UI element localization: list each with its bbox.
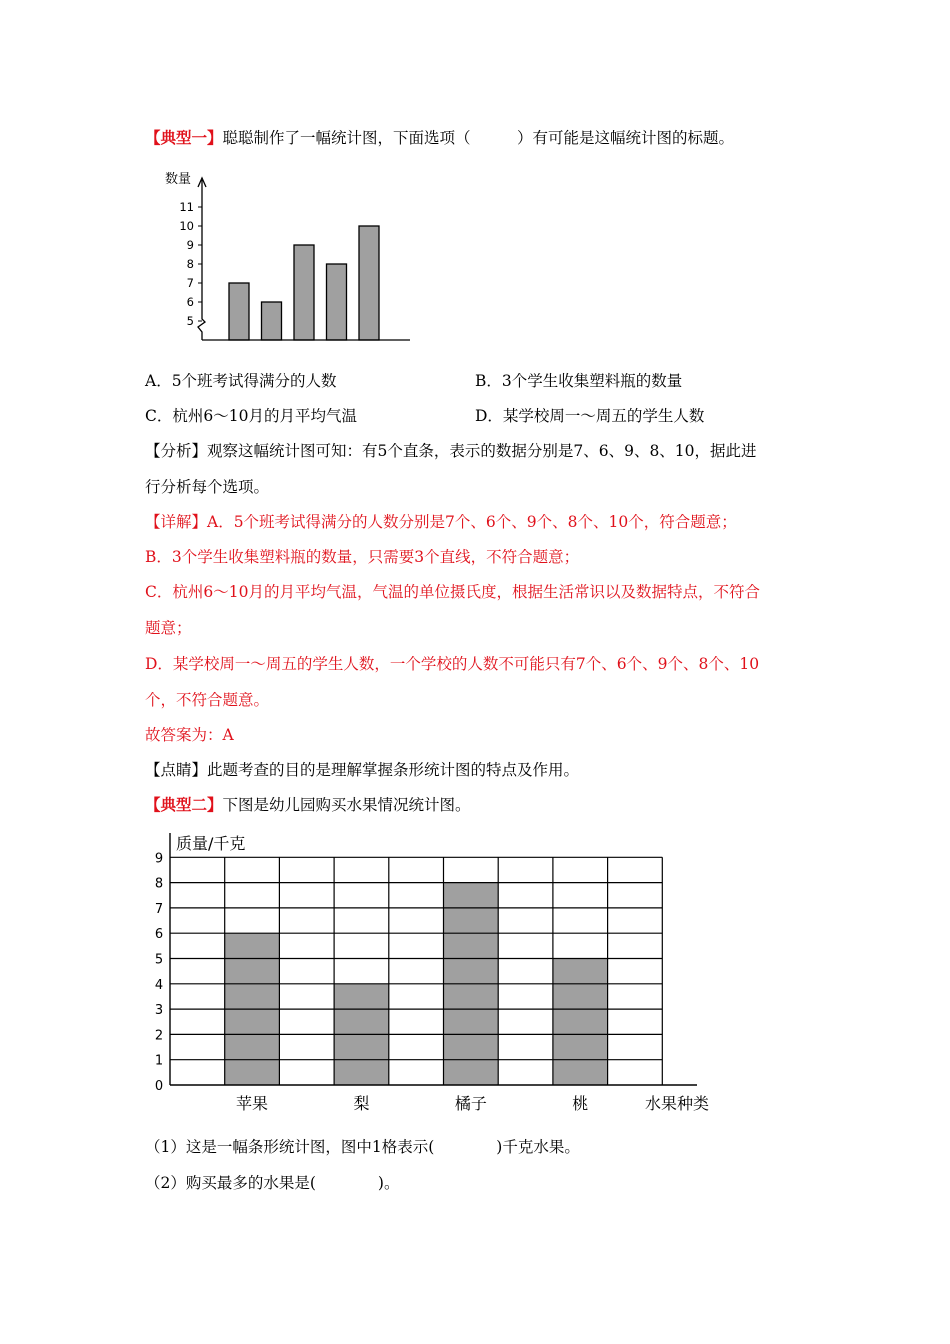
chart1-bar: [229, 283, 249, 340]
chart2-tick-label: 1: [154, 1053, 164, 1069]
example2-text: 下图是幼儿园购买水果情况统计图。: [222, 796, 471, 814]
chart1-tick-label: 10: [179, 219, 194, 233]
comment-text: 此题考查的目的是理解掌握条形统计图的特点及作用。: [207, 761, 580, 779]
option-c: C．杭州6～10月的月平均气温: [145, 407, 357, 425]
chart1-bar: [359, 226, 379, 340]
chart1-tick-label: 5: [186, 314, 194, 328]
chart2-fruit-bar-chart: [145, 828, 725, 1118]
chart2-tick-label: 2: [154, 1028, 164, 1044]
chart2-tick-label: 6: [154, 927, 164, 943]
detail-line-3: C．杭州6～10月的月平均气温，气温的单位摄氏度，根据生活常识以及数据特点，不符合: [145, 583, 760, 601]
chart2-x-label: 水果种类: [644, 1094, 710, 1113]
chart2-bar: [553, 959, 608, 1086]
chart2-tick-label: 9: [154, 851, 164, 867]
example2-header: [145, 795, 471, 815]
chart1-bar: [262, 302, 282, 340]
chart1-tick-label: 6: [186, 295, 194, 309]
chart1-tick-label: 9: [186, 238, 194, 252]
chart1-bar: [294, 245, 314, 340]
question-2: （2）购买最多的水果是( )。: [145, 1174, 400, 1192]
option-d: D．某学校周一～周五的学生人数: [475, 407, 705, 425]
chart1-bar: [327, 264, 347, 340]
chart2-y-label: 质量/千克: [176, 834, 246, 853]
chart2-tick-label: 8: [154, 876, 164, 892]
chart2-tick-label: 0: [154, 1079, 164, 1094]
chart1-bar-chart: [160, 165, 420, 350]
detail-line-5: D．某学校周一～周五的学生人数，一个学校的人数不可能只有7个、6个、9个、8个、10: [145, 655, 760, 673]
chart2-category-label: 苹果: [236, 1094, 269, 1113]
chart2-tick-label: 7: [154, 901, 164, 917]
detail-line-2: B．3个学生收集塑料瓶的数量，只需要3个直线，不符合题意；: [145, 548, 580, 566]
detail-line-6: 个，不符合题意。: [145, 691, 270, 709]
answer-line: 故答案为：A: [145, 726, 234, 744]
example1-tag: 【典型一】: [145, 129, 223, 147]
example1-text: 聪聪制作了一幅统计图，下面选项（ ）有可能是这幅统计图的标题。: [222, 129, 735, 147]
analysis-line-2: 行分析每个选项。: [145, 478, 270, 496]
chart2-tick-label: 5: [154, 952, 164, 968]
chart1-tick-label: 8: [186, 257, 194, 271]
chart2-category-label: 桃: [572, 1094, 589, 1113]
comment-tag: 【点睛】: [145, 761, 208, 779]
comment-line: [145, 760, 579, 780]
question-1: （1）这是一幅条形统计图，图中1格表示( )千克水果。: [145, 1138, 580, 1156]
option-b: B．3个学生收集塑料瓶的数量: [475, 372, 683, 390]
example1-question: [145, 128, 734, 148]
chart1-y-axis: [198, 180, 205, 340]
analysis-line-1: 【分析】观察这幅统计图可知：有5个直条，表示的数据分别是7、6、9、8、10，据此进: [145, 442, 757, 460]
detail-line-4: 题意；: [145, 619, 192, 637]
chart2-category-label: 橘子: [454, 1094, 487, 1113]
chart1-tick-label: 7: [186, 276, 194, 290]
chart2-tick-label: 3: [154, 1003, 164, 1019]
chart1-y-label: 数量: [165, 172, 192, 187]
chart2-tick-label: 4: [154, 977, 164, 993]
chart1-tick-label: 11: [179, 200, 194, 214]
option-a: A．5个班考试得满分的人数: [145, 372, 337, 390]
chart2-category-label: 梨: [353, 1094, 370, 1113]
detail-line-1: 【详解】A．5个班考试得满分的人数分别是7个、6个、9个、8个、10个，符合题意；: [145, 513, 737, 531]
example2-tag: 【典型二】: [145, 796, 223, 814]
